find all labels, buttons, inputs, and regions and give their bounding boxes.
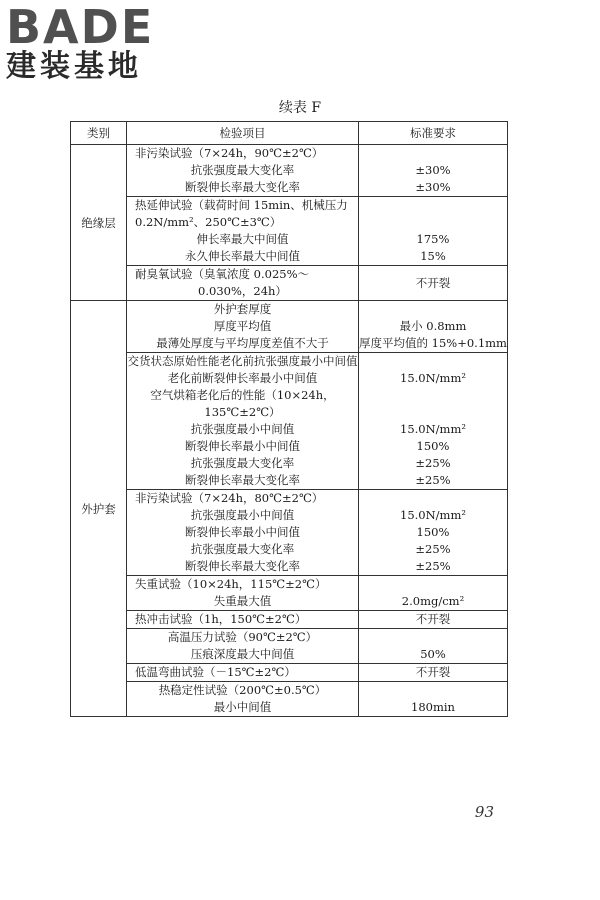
requirement-cell: [359, 266, 508, 301]
requirement-cell: [359, 664, 508, 682]
page-number: 93: [474, 803, 494, 821]
requirement-line: 50%: [420, 647, 446, 661]
test-item-line: 断裂伸长率最大变化率: [185, 559, 300, 573]
requirement-line: 15.0N/mm²: [400, 371, 466, 385]
table-row: [71, 611, 508, 629]
requirement-line: 150%: [416, 439, 450, 453]
requirement-line: ±25%: [415, 542, 451, 556]
requirement-cell: [359, 629, 508, 664]
test-item-line: 热延伸试验（载荷时间 15min、机械压力: [135, 198, 348, 212]
test-item-line: 0.2N/mm²、250℃±3℃）: [135, 215, 282, 229]
table-row: [71, 353, 508, 490]
test-item-cell: [127, 353, 359, 490]
requirement-cell: [359, 197, 508, 266]
requirement-cell: [359, 490, 508, 576]
requirement-line: [359, 387, 507, 404]
test-item-cell: [127, 682, 359, 717]
test-item-line: 老化前断裂伸长率最小中间值: [167, 371, 318, 385]
requirement-line: [359, 301, 507, 318]
table-header-row: [71, 122, 508, 145]
table-row: [71, 145, 508, 197]
test-item-line: 交货状态原始性能老化前抗张强度最小中间值: [127, 354, 358, 368]
test-item-cell: [127, 490, 359, 576]
test-item-line: 热稳定性试验（200℃±0.5℃）: [158, 683, 327, 697]
requirement-line: 15.0N/mm²: [400, 422, 466, 436]
requirement-cell: [359, 682, 508, 717]
requirement-line: 不开裂: [415, 275, 451, 290]
requirement-line: ±25%: [415, 473, 451, 487]
table-row: [71, 266, 508, 301]
test-item-cell: [127, 301, 359, 353]
requirement-cell: [359, 576, 508, 611]
requirement-line: 15.0N/mm²: [400, 508, 466, 522]
table-caption: 续表 F: [278, 100, 322, 116]
requirement-line: [359, 145, 507, 162]
test-item-line: 热冲击试验（1h，150℃±2℃）: [135, 612, 307, 626]
requirement-line: 不开裂: [415, 612, 451, 626]
requirement-line: 最小 0.8mm: [399, 319, 467, 333]
test-item-line: 耐臭氧试验（臭氧浓度 0.025%～: [135, 267, 310, 281]
test-item-cell: [127, 611, 359, 629]
table-row: [71, 490, 508, 576]
test-item-line: 外护套厚度: [213, 302, 272, 316]
test-item-line: 非污染试验（7×24h，80℃±2℃）: [135, 491, 324, 505]
test-item-line: 失重试验（10×24h，115℃±2℃）: [135, 577, 327, 591]
test-item-line: 断裂伸长率最小中间值: [185, 525, 300, 539]
header-requirement: 标准要求: [359, 122, 508, 145]
requirement-cell: [359, 353, 508, 490]
test-item-line: 压痕深度最大中间值: [190, 647, 295, 661]
test-item-line: 低温弯曲试验（－15℃±2℃）: [135, 665, 296, 679]
test-item-line: 断裂伸长率最大变化率: [185, 180, 300, 194]
requirement-line: [359, 490, 507, 507]
test-item-line: 135℃±2℃）: [204, 405, 281, 419]
requirement-line: ±30%: [415, 163, 451, 177]
requirement-line: 厚度平均值的 15%+0.1mm: [359, 336, 507, 350]
test-item-line: 抗张强度最小中间值: [190, 422, 295, 436]
requirement-line: [359, 404, 507, 421]
test-item-line: 抗张强度最大变化率: [190, 456, 295, 470]
test-item-line: 最薄处厚度与平均厚度差值不大于: [156, 336, 329, 350]
table-row: [71, 301, 508, 353]
test-item-line: 厚度平均值: [213, 319, 272, 333]
test-item-line: 非污染试验（7×24h，90℃±2℃）: [135, 146, 324, 160]
category-sheath: 外护套: [71, 301, 127, 717]
requirement-cell: [359, 301, 508, 353]
table-row: [71, 664, 508, 682]
category-insulation: 绝缘层: [71, 145, 127, 301]
test-item-line: 断裂伸长率最小中间值: [185, 439, 300, 453]
header-test-item: 检验项目: [127, 122, 359, 145]
logo-main: BADE: [6, 0, 155, 54]
requirement-line: [359, 214, 507, 231]
requirement-line: 2.0mg/cm²: [401, 594, 465, 608]
requirement-line: 150%: [416, 525, 450, 539]
table-row: [71, 682, 508, 717]
test-item-line: 失重最大值: [213, 594, 272, 608]
table-row: [71, 576, 508, 611]
header-category: 类别: [71, 122, 127, 145]
test-item-cell: [127, 629, 359, 664]
requirement-cell: [359, 145, 508, 197]
table-row: [71, 197, 508, 266]
logo-sub: 建装基地: [6, 49, 142, 84]
requirement-line: ±30%: [415, 180, 451, 194]
requirement-line: [359, 576, 507, 593]
test-item-line: 最小中间值: [213, 700, 272, 714]
requirement-line: ±25%: [415, 559, 451, 573]
test-item-cell: [127, 145, 359, 197]
test-item-line: 空气烘箱老化后的性能（10×24h，: [150, 388, 335, 402]
requirement-line: 15%: [420, 249, 446, 263]
test-item-line: 抗张强度最大变化率: [190, 542, 295, 556]
logo: [6, 0, 176, 84]
test-item-cell: [127, 664, 359, 682]
test-item-cell: [127, 266, 359, 301]
test-item-line: 抗张强度最小中间值: [190, 508, 295, 522]
test-item-line: 高温压力试验（90℃±2℃）: [167, 630, 318, 644]
requirement-line: ±25%: [415, 456, 451, 470]
spec-table: [70, 121, 508, 717]
test-item-line: 永久伸长率最大中间值: [185, 249, 300, 263]
requirement-line: [359, 197, 507, 214]
requirement-line: [359, 353, 507, 370]
requirement-line: 不开裂: [415, 665, 451, 679]
test-item-line: 伸长率最大中间值: [196, 232, 289, 246]
requirement-line: [359, 682, 507, 699]
requirement-line: 180min: [411, 700, 455, 714]
test-item-cell: [127, 576, 359, 611]
test-item-line: 0.030%，24h）: [198, 284, 287, 298]
requirement-cell: [359, 611, 508, 629]
table-row: [71, 629, 508, 664]
test-item-line: 抗张强度最大变化率: [190, 163, 295, 177]
requirement-line: 175%: [416, 232, 450, 246]
test-item-line: 断裂伸长率最大变化率: [185, 473, 300, 487]
test-item-cell: [127, 197, 359, 266]
requirement-line: [359, 629, 507, 646]
